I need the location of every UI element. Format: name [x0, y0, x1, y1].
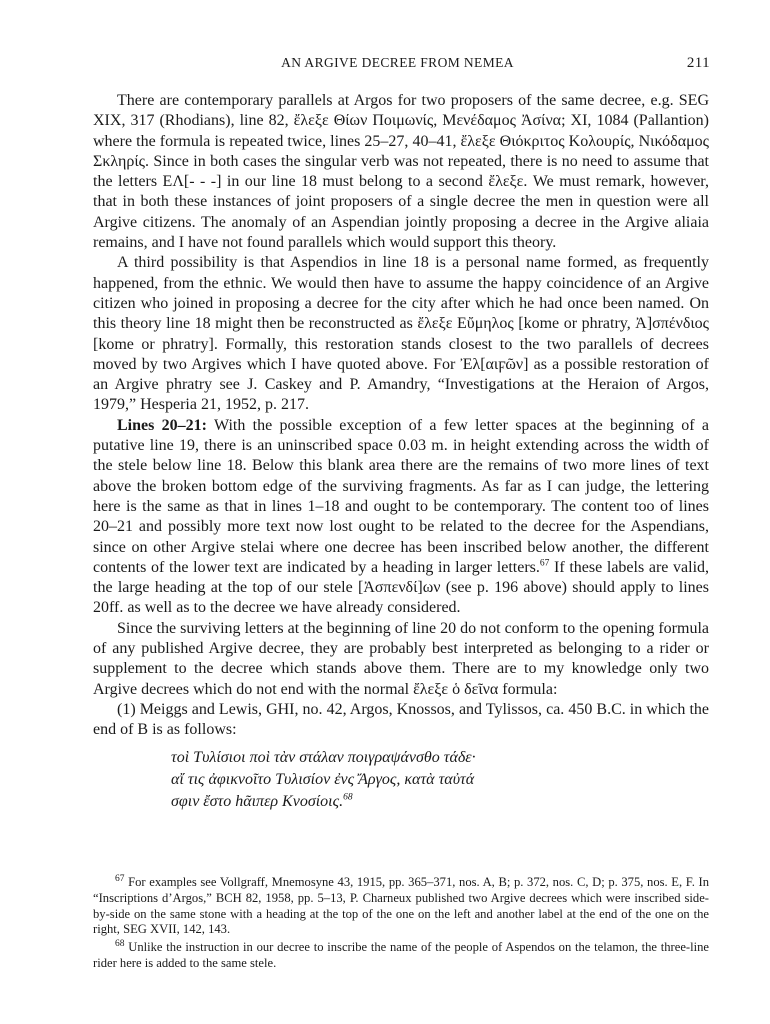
section-lead: Lines 20–21: [117, 416, 207, 434]
footnote [93, 875, 709, 938]
quote-line: τοὶ Τυλίσιοι ποὶ τὰν στάλαν ποιγραψάνσθο τάδε· [171, 748, 476, 766]
footnote-ref: 67 [539, 558, 550, 569]
paragraph: There are contemporary parallels at Argos for two proposers of the same decree, e.g. SEG XIX, 317 (Rhodians), line 82, ἔλεξε Θίων Ποιμωνίς, Μενέδαμος Ἀσίνα; XI, 1084 (Pallantion) where the formula is repeated twice, lines 25–27, 40–41, ἔλεξε Θιόκριτος Κολουρίς, Νικόδαμος Σκληρίς. Since in both cases the singular verb was not repeated, there is no need to assume that the letters ΕΛ[- - -] in our line 18 must belong to a second ἔλεξε. We must remark, however, that in both these instances of joint proposers of a single decree the men in question were all Argive citizens. The anomaly of an Aspendian jointly proposing a decree in the Argive aliaia remains, and I have not found parallels which would support this theory. [93, 92, 709, 252]
running-header [85, 55, 710, 77]
footnote [93, 940, 709, 972]
footnote-number: 68 [115, 939, 125, 949]
main-text [93, 91, 709, 813]
paragraph: (1) Meiggs and Lewis, GHI, no. 42, Argos, Knossos, and Tylissos, ca. 450 B.C. in which the end of B is as follows: [93, 700, 709, 739]
footnotes [93, 875, 709, 972]
page-number: 211 [686, 55, 710, 71]
greek-quotation [171, 747, 709, 813]
paragraph: A third possibility is that Aspendios in line 18 is a personal name formed, as frequently happened, from the ethnic. We would then have to assume the happy coincidence of an Argive citizen who joined in proposing a decree for the city after which he had once been named. On this theory line 18 might then be reconstructed as ἔλεξε Εὔμηλος [kome or phratry, Ἀ]σπένδιος [kome or phratry]. Formally, this restoration stands closest to the two parallels of decrees moved by two Argives which I have quoted above. For Ἐλ[αιϝῶν] as a possible restoration of an Argive phratry see J. Caskey and P. Amandry, “Investigations at the Heraion of Argos, 1979,” Hesperia 21, 1952, p. 217. [93, 254, 709, 414]
quote-line: αἴ τις ἀφικνοῖτο Τυλισίον ἐνς Ἄργος, κατὰ ταὐτά [171, 770, 475, 788]
running-title: AN ARGIVE DECREE FROM NEMEA [281, 55, 514, 70]
footnote-text: Unlike the instruction in our decree to inscribe the name of the people of Aspendos on the telamon, the three-line rider here is added to the same stele. [93, 940, 709, 970]
quote-line-text: σφιν ἔστο hᾶιπερ Κνοσίοις. [171, 792, 344, 810]
paragraph-text: With the possible exception of a few letter spaces at the beginning of a putative line 19, there is an uninscribed space 0.03 m. in height extending across the width of the stele below line 18. Below this blank area there are the remains of two more lines of text above the broken bottom edge of the surviving fragments. As far as I can judge, the lettering here is the same as that in lines 1–18 and ought to be contemporary. The content too of lines 20–21 and possibly more text now lost ought to be related to the decree for the Aspendians, since on other Argive stelai where one decree has been inscribed below another, the different contents of the lower text are indicated by a heading in larger letters. [93, 416, 710, 576]
footnote-number: 67 [115, 873, 125, 884]
paragraph [93, 416, 709, 619]
footnote-ref: 68 [343, 792, 353, 803]
paragraph: Since the surviving letters at the beginning of line 20 do not conform to the opening formula of any published Argive decree, they are probably best interpreted as belonging to a rider or supplement to the decree which stands above them. There are to my knowledge only two Argive decrees which do not end with the normal ἔλεξε ὁ δεῖνα formula: [93, 619, 709, 698]
footnote-text: For examples see Vollgraff, Mnemosyne 43, 1915, pp. 365–371, nos. A, B; p. 372, nos. C, D; p. 375, nos. E, F. In “Inscriptions d’Argos,” BCH 82, 1958, pp. 5–13, P. Charneux published two Argive decrees which were inscribed side-by-side on the same stone with a heading at the top of the one on the left and another label at the end of the one on the right, SEG XVII, 142, 143. [93, 875, 709, 937]
paragraph-text: If these labels are valid, the large heading at the top of our stele [Ἀσπενδί]ων (see p. 196 above) should apply to lines 20ff. as well as to the decree we have already considered. [93, 558, 710, 617]
quote-line [171, 791, 709, 813]
